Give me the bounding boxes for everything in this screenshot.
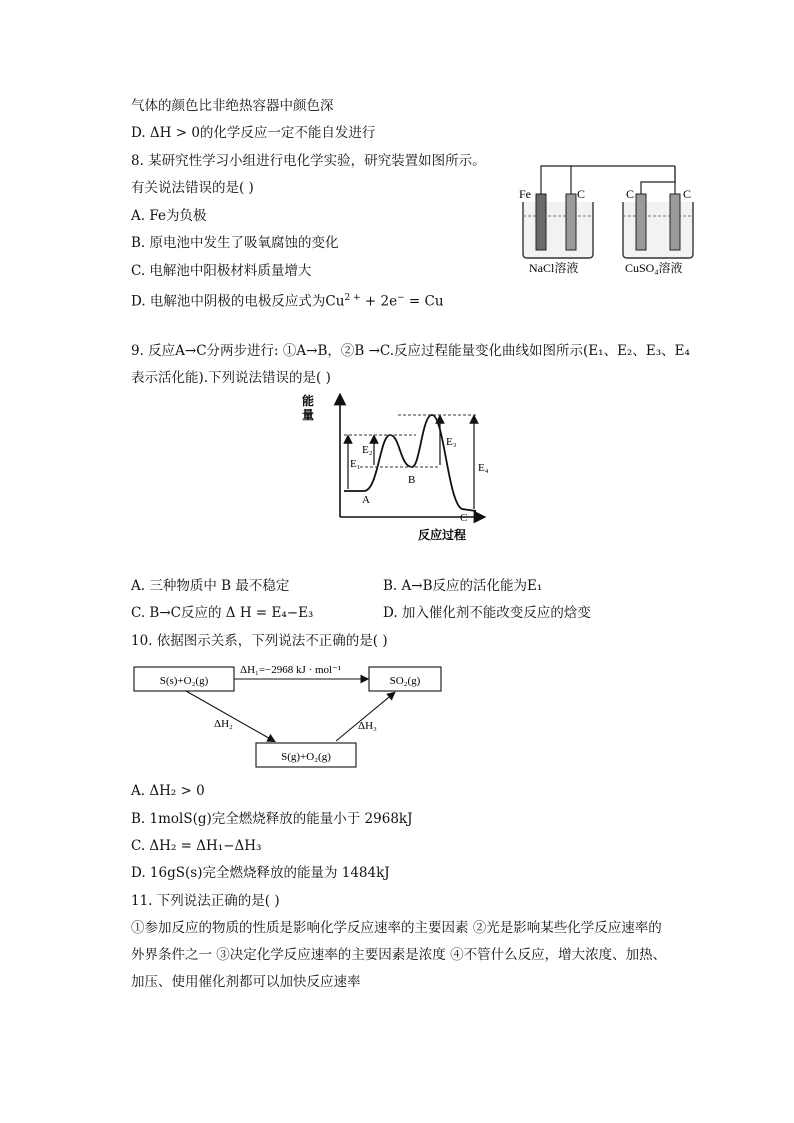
label-c1: C bbox=[577, 187, 586, 201]
q8d-text: D. 电解池中阴极的电极反应式为Cu bbox=[131, 293, 345, 310]
q9-option-a: A. 三种物质中 B 最不稳定 bbox=[131, 578, 290, 594]
text-line-1: 气体的颜色比非绝热容器中颜色深 bbox=[131, 98, 334, 114]
question-9-prompt: 表示活化能).下列说法错误的是( ) bbox=[131, 370, 331, 386]
arrow-dh2 bbox=[186, 691, 274, 741]
q9-option-b: B. A→B反应的活化能为E₁ bbox=[383, 578, 543, 594]
question-8-prompt: 有关说法错误的是( ) bbox=[131, 180, 254, 196]
label-c3: C bbox=[683, 187, 692, 201]
axis-label-progress: 反应过程 bbox=[418, 528, 467, 542]
q10-option-a: A. ΔH₂ > 0 bbox=[131, 783, 205, 799]
label-a: A bbox=[362, 494, 370, 506]
label-c: C bbox=[460, 512, 468, 524]
c-electrode-1 bbox=[566, 194, 576, 250]
q11-statement-line-3: 加压、使用催化剂都可以加快反应速率 bbox=[131, 974, 361, 990]
label-e2: E₂ bbox=[362, 444, 373, 456]
question-8-stem: 8. 某研究性学习小组进行电化学实验，研究装置如图所示。 bbox=[131, 153, 486, 169]
q8-option-d bbox=[131, 288, 444, 312]
label-dh3: ΔH₃ bbox=[358, 720, 377, 732]
label-so2: SO₂(g) bbox=[389, 675, 421, 687]
q8d-post: = Cu bbox=[404, 293, 444, 310]
wire-right bbox=[641, 166, 675, 196]
q9-option-d: D. 加入催化剂不能改变反应的焓变 bbox=[383, 605, 591, 621]
axis-label-energy-2: 量 bbox=[302, 408, 315, 422]
q8-option-c: C. 电解池中阳极材料质量增大 bbox=[131, 263, 312, 279]
label-e4: E₄ bbox=[478, 462, 489, 474]
label-e3: E₃ bbox=[446, 436, 457, 448]
axis-label-energy-1: 能 bbox=[302, 394, 315, 408]
c-electrode-3 bbox=[670, 194, 680, 250]
label-s-gas: S(g)+O₂(g) bbox=[281, 751, 331, 763]
q8d-sup: 2 + bbox=[344, 293, 361, 303]
label-c2: C bbox=[626, 187, 635, 201]
q8-option-a: A. Fe为负极 bbox=[131, 208, 207, 224]
label-e1: E₁ bbox=[350, 458, 361, 470]
beaker-left bbox=[523, 202, 593, 258]
question-11-stem: 11. 下列说法正确的是( ) bbox=[131, 893, 280, 909]
wire-left bbox=[541, 166, 571, 196]
q8d-mid: + 2e bbox=[360, 293, 398, 310]
option-prev-d: D. ΔH > 0的化学反应一定不能自发进行 bbox=[131, 125, 376, 141]
q9-option-c: C. B→C反应的 Δ H = E₄−E₃ bbox=[131, 605, 314, 621]
q8-option-b: B. 原电池中发生了吸氧腐蚀的变化 bbox=[131, 235, 339, 251]
label-b: B bbox=[408, 474, 416, 486]
beaker-right bbox=[623, 202, 693, 258]
q10-option-b: B. 1molS(g)完全燃烧释放的能量小于 2968kJ bbox=[131, 811, 413, 827]
q11-statement-line-2: 外界条件之一 ③决定化学反应速率的主要因素是浓度 ④不管什么反应，增大浓度、加热、 bbox=[131, 947, 667, 963]
label-dh2: ΔH₂ bbox=[214, 718, 233, 730]
c-electrode-2 bbox=[636, 194, 646, 250]
label-dh1: ΔH₁=−2968 kJ · mol⁻¹ bbox=[240, 664, 342, 676]
q8d-sup2: − bbox=[397, 293, 405, 303]
q11-statement-line-1: ①参加反应的物质的性质是影响化学反应速率的主要因素 ②光是影响某些化学反应速率的 bbox=[131, 920, 662, 936]
question-9-stem: 9. 反应A→C分两步进行: ①A→B，②B →C.反应过程能量变化曲线如图所示(E₁、E₂、E₃、E₄ bbox=[131, 343, 690, 359]
label-cuso4: CuSO₄溶液 bbox=[625, 261, 683, 275]
arrow-dh3 bbox=[336, 693, 394, 741]
label-fe: Fe bbox=[519, 187, 531, 201]
energy-profile-figure bbox=[300, 393, 496, 545]
question-10-stem: 10. 依据图示关系，下列说法不正确的是( ) bbox=[131, 633, 388, 649]
q10-option-c: C. ΔH₂ = ΔH₁−ΔH₃ bbox=[131, 838, 262, 854]
q10-option-d: D. 16gS(s)完全燃烧释放的能量为 1484kJ bbox=[131, 865, 390, 881]
label-s-solid: S(s)+O₂(g) bbox=[159, 675, 209, 687]
fe-electrode bbox=[536, 194, 546, 250]
label-nacl: NaCl溶液 bbox=[529, 261, 579, 275]
enthalpy-cycle-figure bbox=[128, 655, 448, 773]
electrochem-apparatus-figure bbox=[515, 158, 705, 278]
